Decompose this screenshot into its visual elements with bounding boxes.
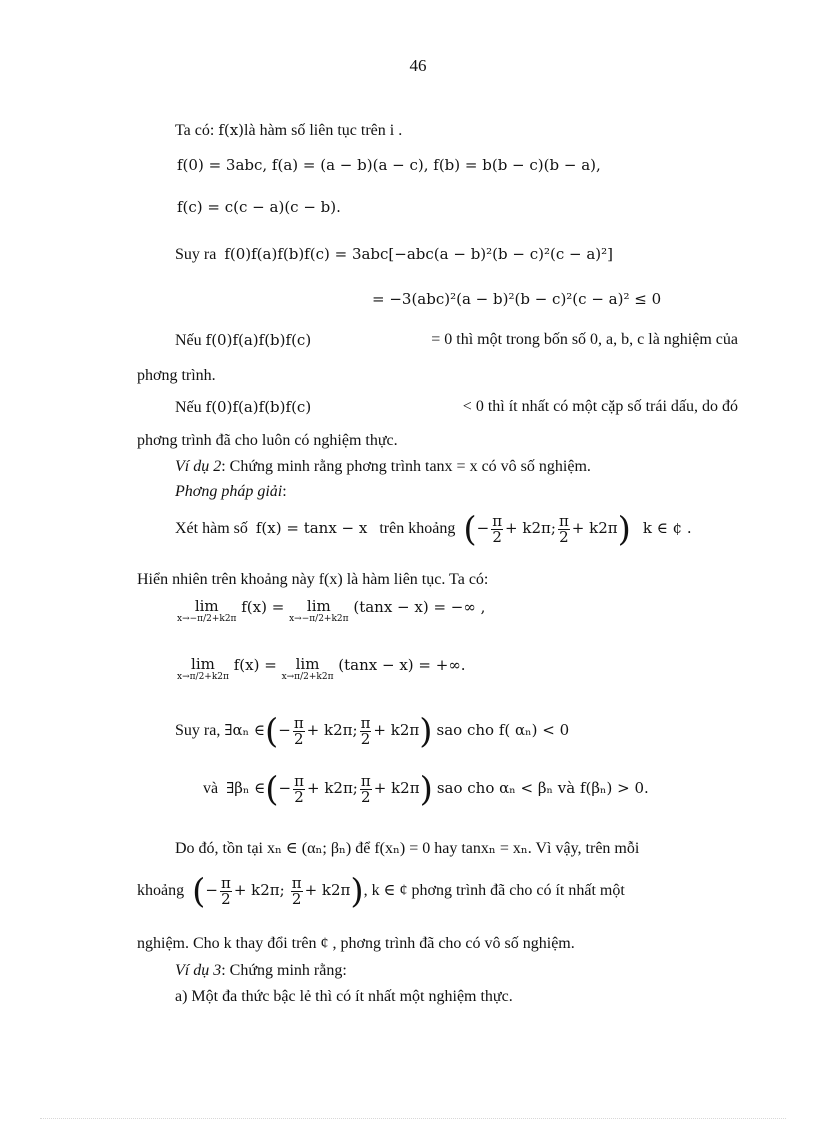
term: + k2π xyxy=(373,721,420,740)
frac-den: 2 xyxy=(221,890,231,908)
text-line-19 xyxy=(137,871,625,912)
frac-num: π xyxy=(558,512,569,530)
frac-num: π xyxy=(220,874,231,892)
method-label: Phơng pháp giải xyxy=(175,483,283,500)
text: : Chứng minh rằng phơng trình tanx = x có vô số nghiệm. xyxy=(221,458,591,475)
equation-product: f(0)f(a)f(b)f(c) xyxy=(205,398,312,416)
paren-right: ) xyxy=(419,711,433,752)
minus-sign: − xyxy=(278,721,291,740)
example-label: Ví dụ 2 xyxy=(175,458,222,475)
lim-expr: (tanx − x) = +∞. xyxy=(338,656,466,674)
lim-expr: f(x) = xyxy=(233,656,277,674)
text: = 0 thì một trong bốn số 0, a, b, c là nghiệm của xyxy=(431,331,738,348)
equation-product: f(0)f(a)f(b)f(c) xyxy=(205,331,312,349)
math-fx: f(x) xyxy=(218,121,245,139)
exists-beta: ∃βₙ ∈ xyxy=(226,779,266,798)
lim-sub: x→π/2+k2π xyxy=(177,672,229,682)
text: là hàm số liên tục trên i . xyxy=(244,122,403,139)
frac-num: π xyxy=(293,714,304,732)
text: khoảng xyxy=(137,882,185,900)
frac-num: π xyxy=(360,714,371,732)
text-line-18: Do đó, tồn tại xₙ ∈ (αₙ; βₙ) để f(xₙ) = 0 hay tanxₙ = xₙ. Vì vậy, trên mỗi xyxy=(175,840,640,857)
text-line-8 xyxy=(175,398,738,417)
text-line-12 xyxy=(175,509,692,550)
frac-num: π xyxy=(360,772,371,790)
text: , k ∈ ¢ phơng trình đã cho có ít nhất một xyxy=(363,882,625,900)
text-line-20: nghiệm. Cho k thay đổi trên ¢ , phơng trình đã cho có vô số nghiệm. xyxy=(137,935,575,952)
lim-expr: (tanx − x) = −∞ , xyxy=(353,598,486,616)
frac-den: 2 xyxy=(492,528,502,546)
lim-word: lim xyxy=(194,597,219,615)
text: Suy ra, xyxy=(175,722,221,740)
lim-operator xyxy=(177,598,236,624)
paren-left: ( xyxy=(265,769,279,810)
frac-den: 2 xyxy=(361,788,371,806)
condition: sao cho f( αₙ) < 0 xyxy=(436,721,570,740)
example-label: Ví dụ 3 xyxy=(175,962,222,979)
fraction xyxy=(291,876,303,907)
term: + k2π; xyxy=(505,519,556,538)
paren-right: ) xyxy=(617,509,631,550)
fraction xyxy=(293,774,305,805)
paren-left: ( xyxy=(463,509,477,550)
lim-operator xyxy=(282,656,334,682)
term: + k2π xyxy=(571,519,618,538)
frac-num: π xyxy=(291,874,302,892)
lim-operator xyxy=(177,656,229,682)
fraction xyxy=(220,876,232,907)
minus-sign: − xyxy=(278,779,292,798)
lim-word: lim xyxy=(191,655,215,673)
text-line-17 xyxy=(203,769,649,810)
frac-den: 2 xyxy=(559,528,569,546)
text: Nếu xyxy=(175,399,202,416)
text-line-9: phơng trình đã cho luôn có nghiệm thực. xyxy=(137,432,398,449)
fraction xyxy=(491,514,503,545)
lim-operator xyxy=(289,598,348,624)
condition: sao cho αₙ < βₙ và f(βₙ) > 0. xyxy=(436,779,649,798)
term: + k2π; xyxy=(306,779,358,798)
frac-den: 2 xyxy=(291,890,302,908)
paren-left: ( xyxy=(264,711,279,752)
text: Suy ra xyxy=(175,246,217,263)
text-line-1 xyxy=(175,121,402,140)
equation-line-5: = −3(abc)²(a − b)²(b − c)²(c − a)² ≤ 0 xyxy=(372,290,662,308)
term: + k2π xyxy=(373,779,420,798)
lim-word: lim xyxy=(306,597,331,615)
limit-line-1 xyxy=(177,598,485,624)
frac-num: π xyxy=(492,512,503,530)
fraction xyxy=(293,716,305,747)
frac-num: π xyxy=(294,772,304,790)
page-bottom-divider xyxy=(40,1118,786,1119)
fraction xyxy=(360,716,372,747)
term: + k2π xyxy=(304,881,351,900)
text-line-7: phơng trình. xyxy=(137,367,216,384)
text-line-13: Hiển nhiên trên khoảng này f(x) là hàm liên tục. Ta có: xyxy=(137,571,489,588)
text: : xyxy=(282,483,287,500)
limit-line-2 xyxy=(177,656,466,682)
text-line-22: a) Một đa thức bậc lẻ thì có ít nhất một nghiệm thực. xyxy=(175,988,513,1005)
equation-line-2: f(0) = 3abc, f(a) = (a − b)(a − c), f(b) = b(b − c)(b − a), xyxy=(177,156,601,174)
text-line-4 xyxy=(175,245,613,264)
page-number: 46 xyxy=(409,56,427,75)
minus-sign: − xyxy=(205,881,218,900)
method-heading xyxy=(175,483,287,501)
term: + k2π; xyxy=(233,881,285,900)
equation-product: f(0)f(a)f(b)f(c) = 3abc[−abc(a − b)²(b − c)²(c − a)²] xyxy=(224,245,614,263)
lim-word: lim xyxy=(295,655,320,673)
text: Ta có: xyxy=(175,122,219,139)
text-line-16 xyxy=(175,711,570,752)
paren-left: ( xyxy=(192,871,206,912)
lim-sub: x→π/2+k2π xyxy=(281,672,334,682)
minus-sign: − xyxy=(476,519,490,538)
k-domain: k ∈ ¢ . xyxy=(642,519,692,538)
frac-den: 2 xyxy=(293,730,304,748)
paren-right: ) xyxy=(350,871,364,912)
text: : Chứng minh rằng: xyxy=(221,962,347,979)
text: Xét hàm số xyxy=(175,520,248,538)
lim-expr: f(x) = xyxy=(241,598,285,616)
fraction xyxy=(360,774,372,805)
paren-right: ) xyxy=(419,769,433,810)
example-2-heading xyxy=(175,458,591,476)
text: Nếu xyxy=(175,332,202,349)
text-line-6 xyxy=(175,331,738,350)
term: + k2π; xyxy=(306,721,358,740)
text: và xyxy=(203,780,219,798)
equation-line-3: f(c) = c(c − a)(c − b). xyxy=(177,198,341,216)
example-3-heading xyxy=(175,962,347,980)
exists-alpha: ∃αₙ ∈ xyxy=(224,721,265,740)
lim-sub: x→−π/2+k2π xyxy=(289,614,349,624)
fraction xyxy=(558,514,570,545)
text: < 0 thì ít nhất có một cặp số trái dấu, do đó xyxy=(462,398,738,415)
frac-den: 2 xyxy=(294,788,304,806)
text: trên khoảng xyxy=(379,520,456,538)
frac-den: 2 xyxy=(360,730,371,748)
lim-sub: x→−π/2+k2π xyxy=(177,614,237,624)
equation-fx: f(x) = tanx − x xyxy=(255,519,368,538)
